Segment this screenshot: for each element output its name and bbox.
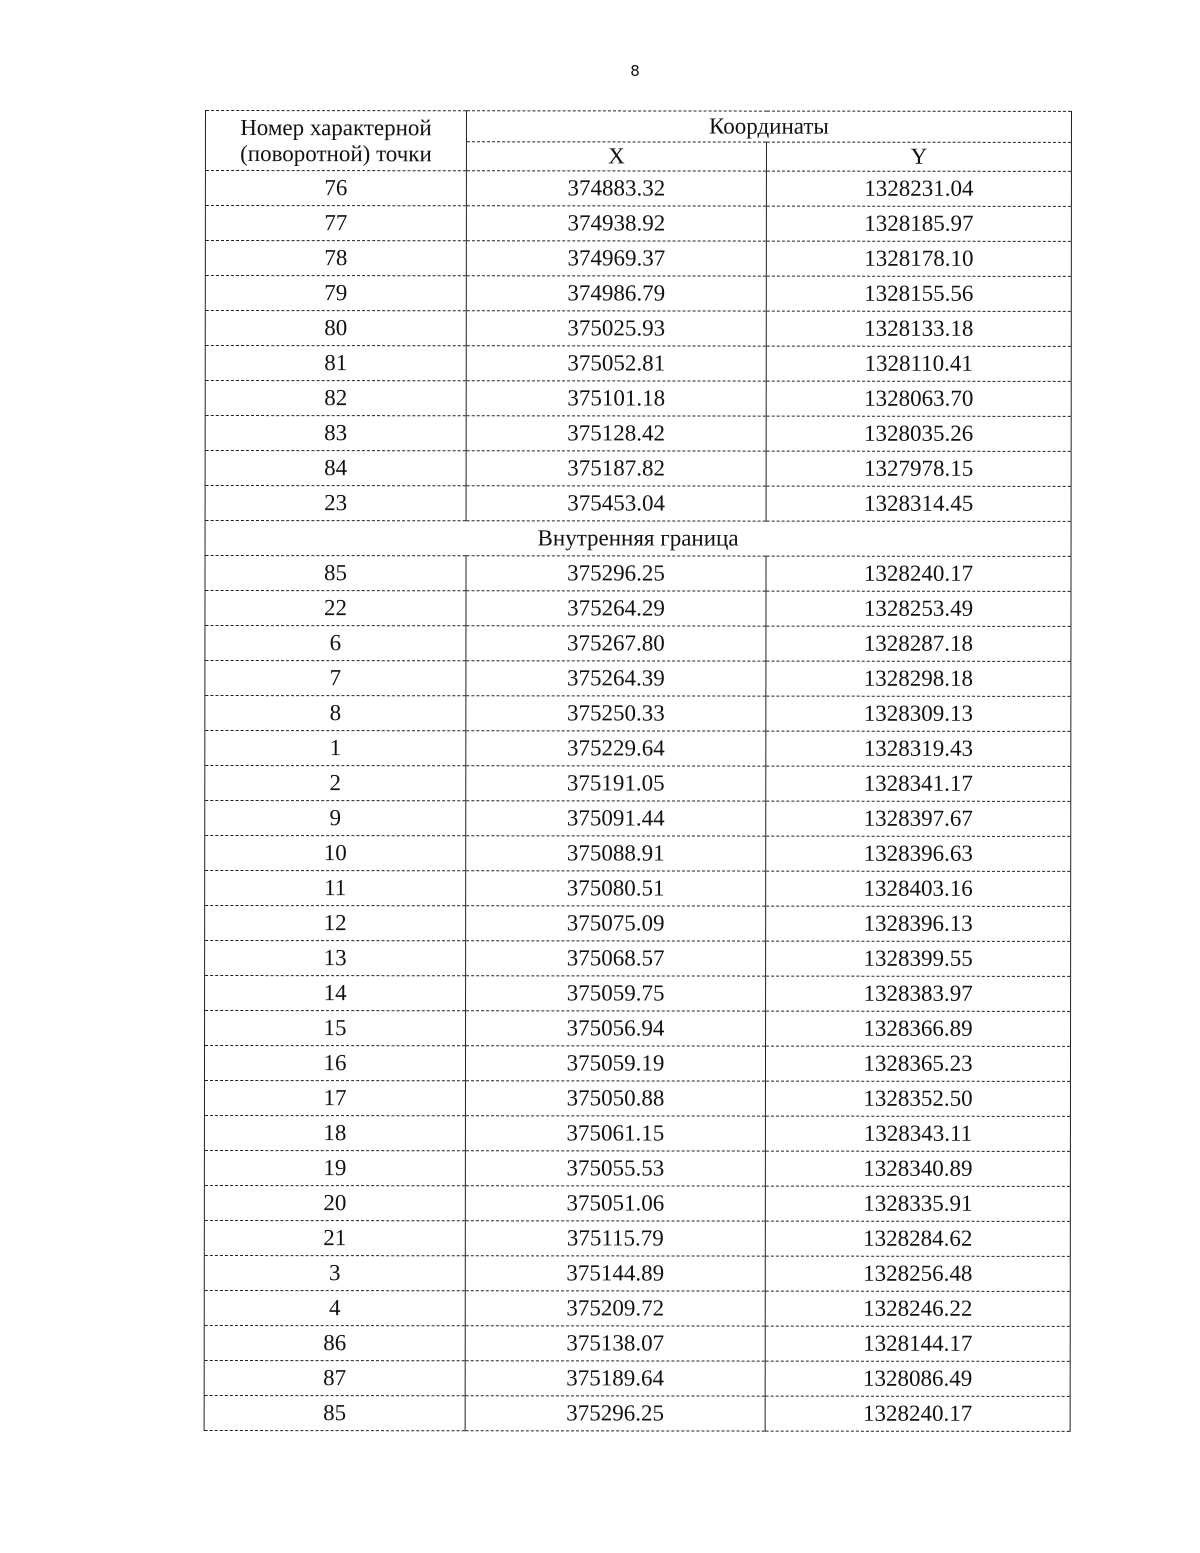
point-cell: 3 — [204, 1255, 465, 1290]
x-coordinate-cell: 375050.88 — [465, 1081, 765, 1116]
table-row — [204, 1220, 1070, 1256]
point-cell: 22 — [205, 591, 466, 626]
y-coordinate-cell: 1328396.63 — [766, 836, 1071, 871]
y-coordinate-cell: 1328086.49 — [765, 1361, 1070, 1396]
point-cell: 7 — [205, 661, 466, 696]
x-coordinate-cell: 375080.51 — [466, 871, 766, 906]
y-coordinate-cell: 1328396.13 — [766, 906, 1071, 941]
x-coordinate-cell: 375187.82 — [466, 451, 766, 486]
table-row — [205, 591, 1071, 627]
table-row — [205, 171, 1071, 207]
x-coordinate-cell: 375229.64 — [466, 731, 766, 766]
x-coordinate-cell: 375128.42 — [466, 416, 766, 451]
x-coordinate-cell: 375056.94 — [466, 1011, 766, 1046]
y-coordinate-cell: 1328240.17 — [765, 1396, 1070, 1431]
point-cell: 9 — [205, 801, 466, 836]
table-row — [205, 871, 1071, 907]
table-row — [205, 836, 1071, 872]
x-coordinate-cell: 375264.29 — [466, 591, 766, 626]
x-coordinate-cell: 374938.92 — [466, 206, 766, 241]
point-cell: 16 — [204, 1046, 465, 1081]
inner-boundary-label: Внутренняя граница — [205, 521, 1071, 557]
y-coordinate-cell: 1328178.10 — [766, 241, 1071, 276]
table-row — [204, 1255, 1070, 1291]
coordinates-group-header: Координаты — [466, 111, 1071, 143]
table-row — [205, 346, 1071, 382]
y-coordinate-cell: 1328035.26 — [766, 416, 1071, 451]
point-cell: 10 — [205, 836, 466, 871]
x-coordinate-cell: 375189.64 — [465, 1361, 765, 1396]
coordinates-table — [204, 110, 1072, 1432]
x-coordinate-cell: 375144.89 — [465, 1256, 765, 1291]
point-cell: 20 — [204, 1185, 465, 1220]
table-row — [204, 1046, 1070, 1082]
x-coordinate-cell: 374986.79 — [466, 276, 766, 311]
y-coordinate-cell: 1328343.11 — [765, 1116, 1070, 1151]
point-cell: 85 — [205, 556, 466, 591]
point-cell: 13 — [205, 941, 466, 976]
point-cell: 17 — [204, 1081, 465, 1116]
x-coordinate-cell: 375296.25 — [465, 1396, 765, 1431]
point-cell: 19 — [204, 1151, 465, 1186]
table-row — [205, 801, 1071, 837]
point-cell: 81 — [205, 346, 466, 381]
x-coordinate-cell: 375061.15 — [465, 1116, 765, 1151]
table-row — [205, 661, 1071, 697]
table-row — [205, 906, 1071, 942]
x-coordinate-cell: 375055.53 — [465, 1151, 765, 1186]
x-coordinate-cell: 374969.37 — [466, 241, 766, 276]
table-row — [204, 1116, 1070, 1152]
table-row — [204, 1185, 1070, 1221]
x-coordinate-cell: 374883.32 — [466, 171, 766, 206]
point-cell: 79 — [205, 276, 466, 311]
x-coordinate-cell: 375059.19 — [465, 1046, 765, 1081]
table-row — [205, 696, 1071, 732]
y-coordinate-cell: 1328403.16 — [766, 871, 1071, 906]
x-coordinate-cell: 375267.80 — [466, 626, 766, 661]
table-row — [204, 1360, 1070, 1396]
point-cell: 2 — [205, 766, 466, 801]
point-cell: 77 — [205, 206, 466, 241]
table-header-row — [205, 111, 1071, 143]
table-row — [204, 1325, 1070, 1361]
y-coordinate-cell: 1328341.17 — [766, 766, 1071, 801]
table-row — [205, 416, 1071, 452]
point-cell: 85 — [204, 1395, 465, 1430]
table-row — [205, 976, 1071, 1012]
y-coordinate-cell: 1327978.15 — [766, 451, 1071, 486]
point-cell: 14 — [205, 976, 466, 1011]
y-coordinate-cell: 1328298.18 — [766, 661, 1071, 696]
table-row — [204, 1395, 1070, 1431]
point-cell: 87 — [204, 1360, 465, 1395]
y-coordinate-cell: 1328240.17 — [766, 556, 1071, 591]
y-coordinate-cell: 1328319.43 — [766, 731, 1071, 766]
table-row — [205, 556, 1071, 592]
point-cell: 86 — [204, 1325, 465, 1360]
point-cell: 78 — [205, 241, 466, 276]
y-coordinate-cell: 1328284.62 — [765, 1221, 1070, 1256]
point-cell: 83 — [205, 416, 466, 451]
table-row — [205, 451, 1071, 487]
x-coordinate-cell: 375191.05 — [466, 766, 766, 801]
point-cell: 1 — [205, 731, 466, 766]
x-coordinate-cell: 375068.57 — [466, 941, 766, 976]
y-coordinate-cell: 1328133.18 — [766, 311, 1071, 346]
x-coordinate-cell: 375264.39 — [466, 661, 766, 696]
page-number: 8 — [630, 62, 640, 80]
x-coordinate-cell: 375075.09 — [466, 906, 766, 941]
point-cell: 6 — [205, 626, 466, 661]
table-row — [205, 311, 1071, 347]
point-column-header: Номер характерной (поворотной) точки — [205, 111, 466, 171]
y-coordinate-cell: 1328246.22 — [765, 1291, 1070, 1326]
y-coordinate-cell: 1328309.13 — [766, 696, 1071, 731]
y-coordinate-cell: 1328399.55 — [766, 941, 1071, 976]
section-row — [205, 521, 1071, 557]
table-row — [204, 1151, 1070, 1187]
y-coordinate-cell: 1328144.17 — [765, 1326, 1070, 1361]
point-cell: 4 — [204, 1290, 465, 1325]
table-row — [205, 1011, 1071, 1047]
y-coordinate-cell: 1328366.89 — [766, 1011, 1071, 1046]
x-coordinate-cell: 375059.75 — [466, 976, 766, 1011]
x-coordinate-cell: 375453.04 — [466, 486, 766, 521]
y-coordinate-cell: 1328185.97 — [766, 206, 1071, 241]
y-coordinate-cell: 1328256.48 — [765, 1256, 1070, 1291]
y-coordinate-cell: 1328110.41 — [766, 346, 1071, 381]
y-coordinate-cell: 1328352.50 — [765, 1081, 1070, 1116]
x-coordinate-cell: 375051.06 — [465, 1186, 765, 1221]
table-row — [205, 276, 1071, 312]
point-cell: 82 — [205, 381, 466, 416]
point-cell: 18 — [204, 1116, 465, 1151]
table-row — [205, 486, 1071, 522]
point-cell: 76 — [205, 171, 466, 206]
table-row — [205, 381, 1071, 417]
x-coordinate-cell: 375091.44 — [466, 801, 766, 836]
y-coordinate-cell: 1328063.70 — [766, 381, 1071, 416]
x-coordinate-cell: 375052.81 — [466, 346, 766, 381]
x-coordinate-cell: 375101.18 — [466, 381, 766, 416]
table-row — [205, 206, 1071, 242]
point-cell: 23 — [205, 486, 466, 521]
x-coordinate-cell: 375138.07 — [465, 1326, 765, 1361]
table-row — [205, 766, 1071, 802]
x-coordinate-cell: 375025.93 — [466, 311, 766, 346]
table-row — [204, 1081, 1070, 1117]
y-coordinate-cell: 1328340.89 — [765, 1151, 1070, 1186]
y-coordinate-cell: 1328365.23 — [765, 1046, 1070, 1081]
point-cell: 84 — [205, 451, 466, 486]
point-cell: 12 — [205, 906, 466, 941]
y-coordinate-cell: 1328397.67 — [766, 801, 1071, 836]
y-column-header: Y — [766, 142, 1071, 171]
table-row — [205, 941, 1071, 977]
x-coordinate-cell: 375209.72 — [465, 1291, 765, 1326]
y-coordinate-cell: 1328314.45 — [766, 486, 1071, 521]
point-cell: 80 — [205, 311, 466, 346]
table-row — [205, 626, 1071, 662]
table-row — [205, 241, 1071, 277]
x-coordinate-cell: 375296.25 — [466, 556, 766, 591]
y-coordinate-cell: 1328231.04 — [766, 171, 1071, 206]
table-row — [204, 1290, 1070, 1326]
point-cell: 15 — [205, 1011, 466, 1046]
point-cell: 11 — [205, 871, 466, 906]
point-cell: 21 — [204, 1220, 465, 1255]
table-row — [205, 731, 1071, 767]
y-coordinate-cell: 1328383.97 — [766, 976, 1071, 1011]
y-coordinate-cell: 1328155.56 — [766, 276, 1071, 311]
point-cell: 8 — [205, 696, 466, 731]
y-coordinate-cell: 1328335.91 — [765, 1186, 1070, 1221]
x-coordinate-cell: 375250.33 — [466, 696, 766, 731]
x-column-header: X — [466, 142, 766, 171]
x-coordinate-cell: 375115.79 — [465, 1221, 765, 1256]
y-coordinate-cell: 1328287.18 — [766, 626, 1071, 661]
x-coordinate-cell: 375088.91 — [466, 836, 766, 871]
y-coordinate-cell: 1328253.49 — [766, 591, 1071, 626]
